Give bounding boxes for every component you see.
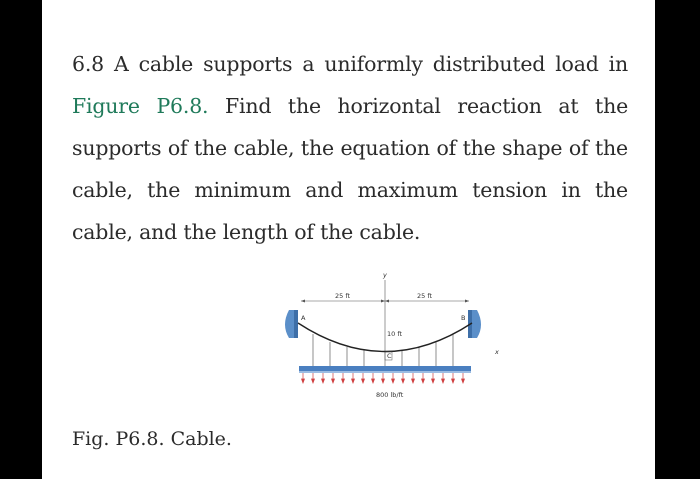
cable-figure [237, 268, 507, 413]
left-support [285, 310, 294, 338]
right-support [472, 310, 481, 338]
point-c-label: C [387, 352, 392, 360]
problem-text-before-link: A cable supports a uniformly distributed load in [114, 51, 628, 76]
load-label: 800 lb/ft [376, 391, 404, 399]
figure-caption: Fig. P6.8. Cable. [72, 428, 232, 450]
problem-number: 6.8 [72, 51, 105, 76]
center-right-dimension-arrow [385, 300, 389, 303]
point-a-label: A [301, 314, 306, 322]
hangers [313, 334, 453, 366]
left-dimension-arrow [301, 300, 305, 303]
sag-label: 10 ft [387, 330, 403, 338]
problem-statement [72, 43, 628, 253]
problem-text-after-link: Find the horizontal reaction at the supports of the cable, the equation of the shape of the cable, the minimum and maximum tension in the cable, and the length of the cable. [72, 93, 629, 244]
figure-link[interactable]: Figure P6.8. [72, 93, 209, 118]
x-axis-label: x [495, 348, 499, 356]
y-axis-label: y [383, 271, 387, 279]
deck [299, 366, 471, 371]
cable-diagram [237, 268, 507, 413]
right-dimension-arrow [465, 300, 469, 303]
left-support-plate [294, 310, 298, 338]
left-span-label: 25 ft [335, 292, 351, 300]
deck-underside [299, 371, 471, 373]
right-span-label: 25 ft [417, 292, 433, 300]
load-arrows [302, 373, 465, 383]
point-b-label: B [461, 314, 466, 322]
document-page [42, 0, 655, 479]
center-left-dimension-arrow [381, 300, 385, 303]
